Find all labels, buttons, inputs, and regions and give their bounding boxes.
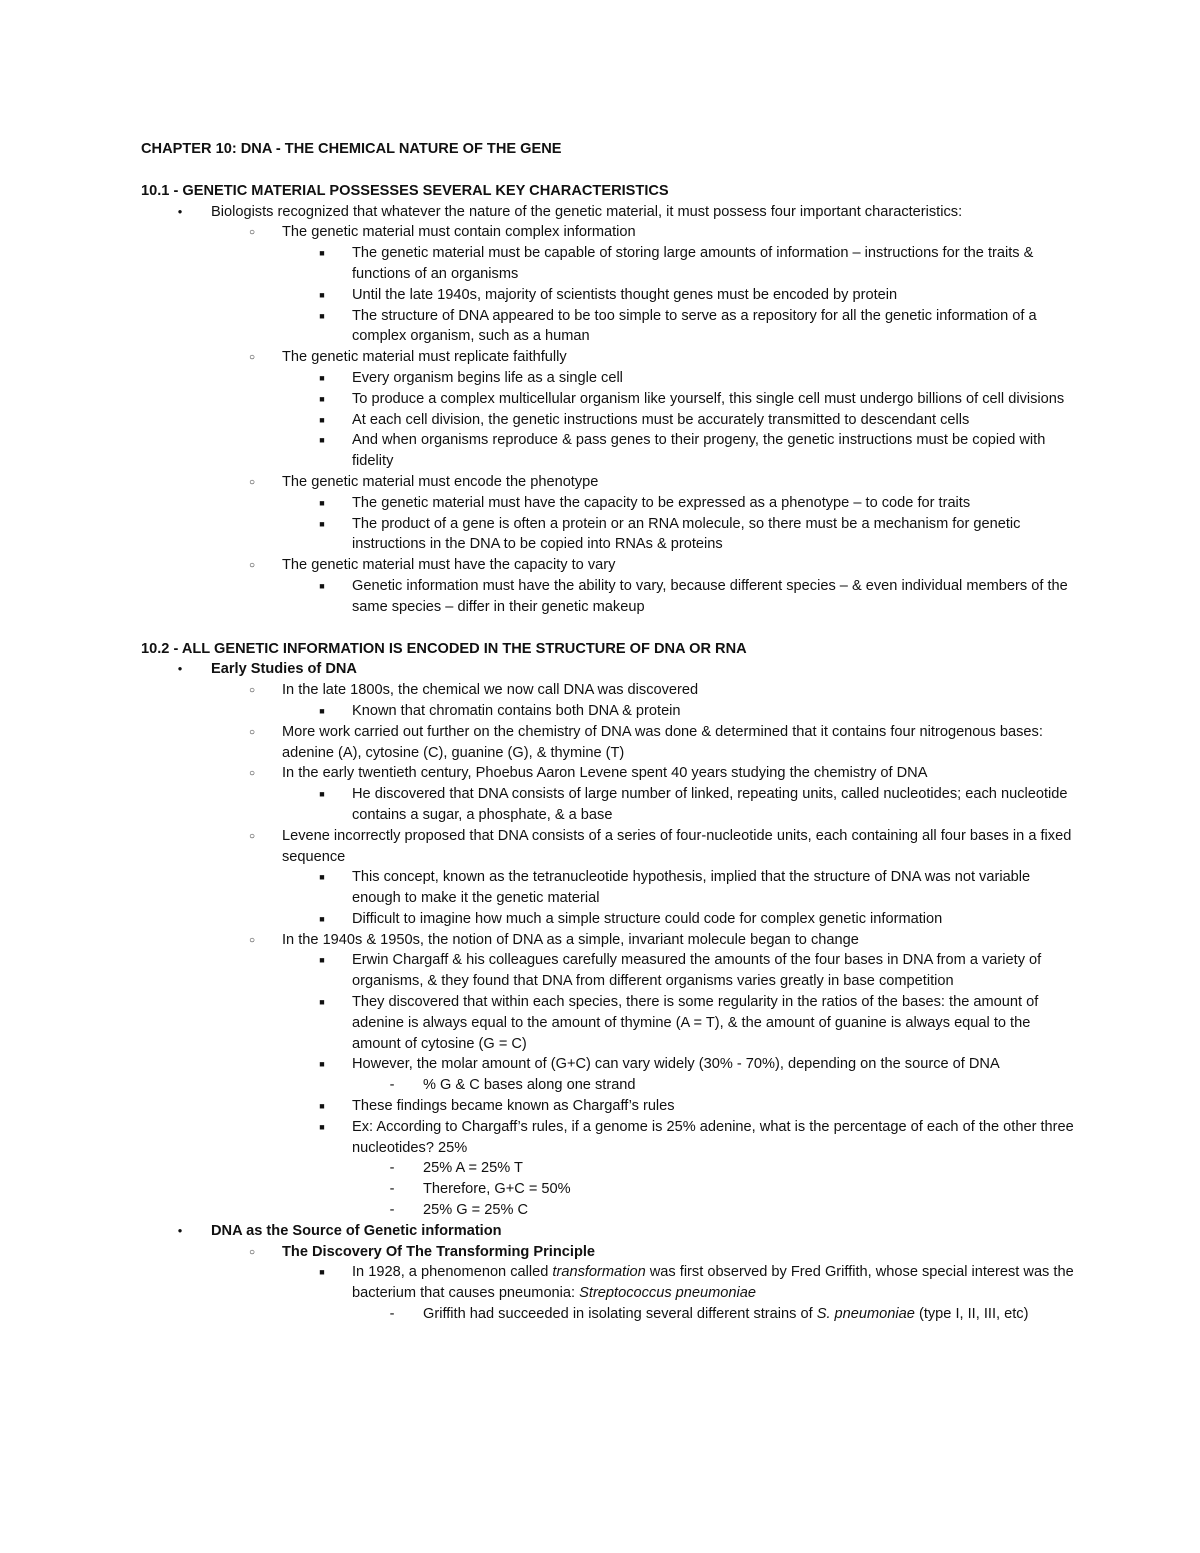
bullet-square-icon <box>315 784 329 806</box>
bullet-square-icon <box>315 368 329 390</box>
bullet-square-icon <box>315 285 329 307</box>
list-item <box>141 368 1076 389</box>
list-item <box>141 306 1076 348</box>
list-item-text: Genetic information must have the ability to vary, because different species – & even individual members of the same species – differ in their genetic makeup <box>352 577 1068 615</box>
bullet-dash-icon <box>385 1158 399 1179</box>
list-item-text: In the early twentieth century, Phoebus Aaron Levene spent 40 years studying the chemistry of DNA <box>282 765 928 782</box>
list-item-text: Erwin Chargaff & his colleagues carefully measured the amounts of the four bases in DNA from a variety of organisms, & they found that DNA from different organisms varies greatly in base competition <box>352 952 1042 990</box>
list-item-text: The genetic material must have the capacity to vary <box>282 557 616 574</box>
bullet-circle-icon <box>245 222 259 245</box>
italic-term: transformation <box>552 1264 646 1281</box>
list-item-text: The genetic material must be capable of storing large amounts of information – instructions for the traits & functions of an organisms <box>352 245 1034 282</box>
text-run: Griffith had succeeded in isolating several different strains of <box>423 1306 817 1323</box>
bullet-square-icon <box>315 430 329 452</box>
species-name: S. pneumoniae <box>816 1306 915 1323</box>
list-item-text: More work carried out further on the chemistry of DNA was done & determined that it contains four nitrogenous bases: adenine (A), cytosine (C), guanine (G), & thymine (T) <box>282 723 1043 761</box>
list-item <box>141 1304 1076 1325</box>
text-run: was first observed by Fred Griffith, whose special interest was the bacterium that causes pneumonia: <box>352 1264 1074 1302</box>
bullet-circle-icon <box>245 826 259 849</box>
list-item-text: And when organisms reproduce & pass genes to their progeny, the genetic instructions must be copied with fidelity <box>352 432 1046 470</box>
bullet-square-icon <box>315 1054 329 1076</box>
bullet-dash-icon <box>385 1200 399 1221</box>
list-item <box>141 826 1076 868</box>
list-item-text: 25% G = 25% C <box>423 1202 529 1219</box>
list-item <box>141 222 1076 243</box>
chapter-title: CHAPTER 10: DNA - THE CHEMICAL NATURE OF THE GENE <box>141 141 562 157</box>
list-item <box>141 1221 1076 1242</box>
list-item-text: He discovered that DNA consists of large number of linked, repeating units, called nucleotides; each nucleotide contains a sugar, a phosphate, & a base <box>352 786 1068 823</box>
list-item-text: Therefore, G+C = 50% <box>423 1181 571 1198</box>
text-run: In 1928, a phenomenon called <box>352 1264 553 1281</box>
list-item-text: 25% A = 25% T <box>423 1160 523 1177</box>
list-item <box>141 1179 1076 1200</box>
list-item <box>141 659 1076 680</box>
bullet-square-icon <box>315 514 329 536</box>
list-item-text: Biologists recognized that whatever the nature of the genetic material, it must possess four important characteristics: <box>211 203 963 220</box>
list-item <box>141 472 1076 493</box>
list-item-text <box>352 1262 1076 1304</box>
bullet-square-icon <box>315 410 329 432</box>
bullet-square-icon <box>315 1117 329 1139</box>
list-item <box>141 285 1076 306</box>
subheading-transforming-principle: The Discovery Of The Transforming Principle <box>282 1243 596 1260</box>
list-item <box>141 1262 1076 1304</box>
list-item <box>141 950 1076 992</box>
list-item-text: These findings became known as Chargaff’s rules <box>352 1098 675 1115</box>
bullet-dash-icon <box>385 1304 399 1325</box>
list-item <box>141 1158 1076 1179</box>
bullet-circle-icon <box>245 555 259 578</box>
list-item <box>141 1117 1076 1159</box>
list-item <box>141 909 1076 930</box>
list-item <box>141 1054 1076 1075</box>
list-item <box>141 763 1076 784</box>
list-item <box>141 243 1076 285</box>
list-item <box>141 1242 1076 1263</box>
list-item <box>141 410 1076 431</box>
list-item <box>141 1096 1076 1117</box>
bullet-dash-icon <box>385 1179 399 1200</box>
bullet-circle-icon <box>245 1242 259 1265</box>
list-item <box>141 347 1076 368</box>
list-item <box>141 555 1076 576</box>
list-item <box>141 1200 1076 1221</box>
bullet-square-icon <box>315 950 329 972</box>
list-item <box>141 701 1076 722</box>
section-10-2-heading: 10.2 - ALL GENETIC INFORMATION IS ENCODED IN THE STRUCTURE OF DNA OR RNA <box>141 640 747 657</box>
list-item-text <box>423 1304 1076 1325</box>
bullet-circle-icon <box>245 930 259 953</box>
subheading-early-studies: Early Studies of DNA <box>211 661 357 678</box>
bullet-dot-icon <box>173 1221 187 1244</box>
list-item-text: Known that chromatin contains both DNA & protein <box>352 702 681 719</box>
list-item-text: Ex: According to Chargaff’s rules, if a genome is 25% adenine, what is the percentage of each of the other three nucleotides? 25% <box>352 1118 1074 1156</box>
bullet-square-icon <box>315 243 329 265</box>
bullet-circle-icon <box>245 763 259 786</box>
list-item <box>141 202 1076 223</box>
list-item-text: In the 1940s & 1950s, the notion of DNA as a simple, invariant molecule began to change <box>282 931 859 948</box>
list-item-text: The product of a gene is often a protein or an RNA molecule, so there must be a mechanism for genetic instructions in the DNA to be copied into RNAs & proteins <box>352 515 1021 553</box>
bullet-square-icon <box>315 1262 329 1284</box>
bullet-square-icon <box>315 867 329 889</box>
list-item-text: However, the molar amount of (G+C) can vary widely (30% - 70%), depending on the source of DNA <box>352 1056 1000 1073</box>
list-item <box>141 1075 1076 1096</box>
subheading-dna-source: DNA as the Source of Genetic information <box>211 1222 502 1239</box>
bullet-square-icon <box>315 909 329 931</box>
species-name: Streptococcus pneumoniae <box>579 1285 757 1302</box>
bullet-square-icon <box>315 1096 329 1118</box>
bullet-square-icon <box>315 576 329 598</box>
list-item <box>141 722 1076 764</box>
bullet-circle-icon <box>245 472 259 495</box>
list-item-text: The genetic material must replicate faithfully <box>282 349 567 366</box>
list-item <box>141 514 1076 556</box>
list-item-text: In the late 1800s, the chemical we now call DNA was discovered <box>282 682 699 699</box>
text-run: (type I, II, III, etc) <box>914 1306 1029 1323</box>
section-10-1-heading: 10.1 - GENETIC MATERIAL POSSESSES SEVERAL KEY CHARACTERISTICS <box>141 182 669 199</box>
bullet-dot-icon <box>173 202 187 225</box>
bullet-square-icon <box>315 493 329 515</box>
list-item-text: To produce a complex multicellular organism like yourself, this single cell must undergo billions of cell divisions <box>352 390 1065 407</box>
bullet-dash-icon <box>385 1075 399 1096</box>
list-item-text: Difficult to imagine how much a simple structure could code for complex genetic information <box>352 910 943 927</box>
list-item <box>141 430 1076 472</box>
list-item <box>141 493 1076 514</box>
bullet-circle-icon <box>245 347 259 370</box>
list-item-text: The genetic material must have the capacity to be expressed as a phenotype – to code for traits <box>352 494 971 511</box>
list-item <box>141 389 1076 410</box>
bullet-dot-icon <box>173 659 187 682</box>
bullet-square-icon <box>315 389 329 411</box>
list-item-text: The genetic material must encode the phenotype <box>282 473 599 490</box>
list-item <box>141 867 1076 909</box>
list-item <box>141 784 1076 826</box>
list-item-text: The structure of DNA appeared to be too simple to serve as a repository for all the genetic information of a complex organism, such as a human <box>352 307 1037 345</box>
bullet-square-icon <box>315 306 329 328</box>
list-item <box>141 992 1076 1054</box>
bullet-circle-icon <box>245 680 259 703</box>
document-page <box>141 139 1076 1325</box>
list-item-text: They discovered that within each species, there is some regularity in the ratios of the bases: the amount of adenine is always equal to the amount of thymine (A = T), & the amount of guanine is always equal to the amount of cytosine (G = C) <box>352 994 1039 1052</box>
list-item-text: The genetic material must contain complex information <box>282 224 636 241</box>
list-item-text: Every organism begins life as a single cell <box>352 369 623 386</box>
list-item <box>141 576 1076 618</box>
bullet-square-icon <box>315 992 329 1014</box>
list-item-text: Levene incorrectly proposed that DNA consists of a series of four-nucleotide units, each containing all four bases in a fixed sequence <box>282 827 1072 865</box>
list-item-text: Until the late 1940s, majority of scientists thought genes must be encoded by protein <box>352 286 898 303</box>
list-item-text: % G & C bases along one strand <box>423 1077 636 1094</box>
list-item-text: This concept, known as the tetranucleotide hypothesis, implied that the structure of DNA was not variable enough to make it the genetic material <box>352 869 1031 907</box>
list-item-text: At each cell division, the genetic instructions must be accurately transmitted to descendant cells <box>352 411 970 428</box>
list-item <box>141 930 1076 951</box>
bullet-square-icon <box>315 701 329 723</box>
bullet-circle-icon <box>245 722 259 745</box>
list-item <box>141 680 1076 701</box>
